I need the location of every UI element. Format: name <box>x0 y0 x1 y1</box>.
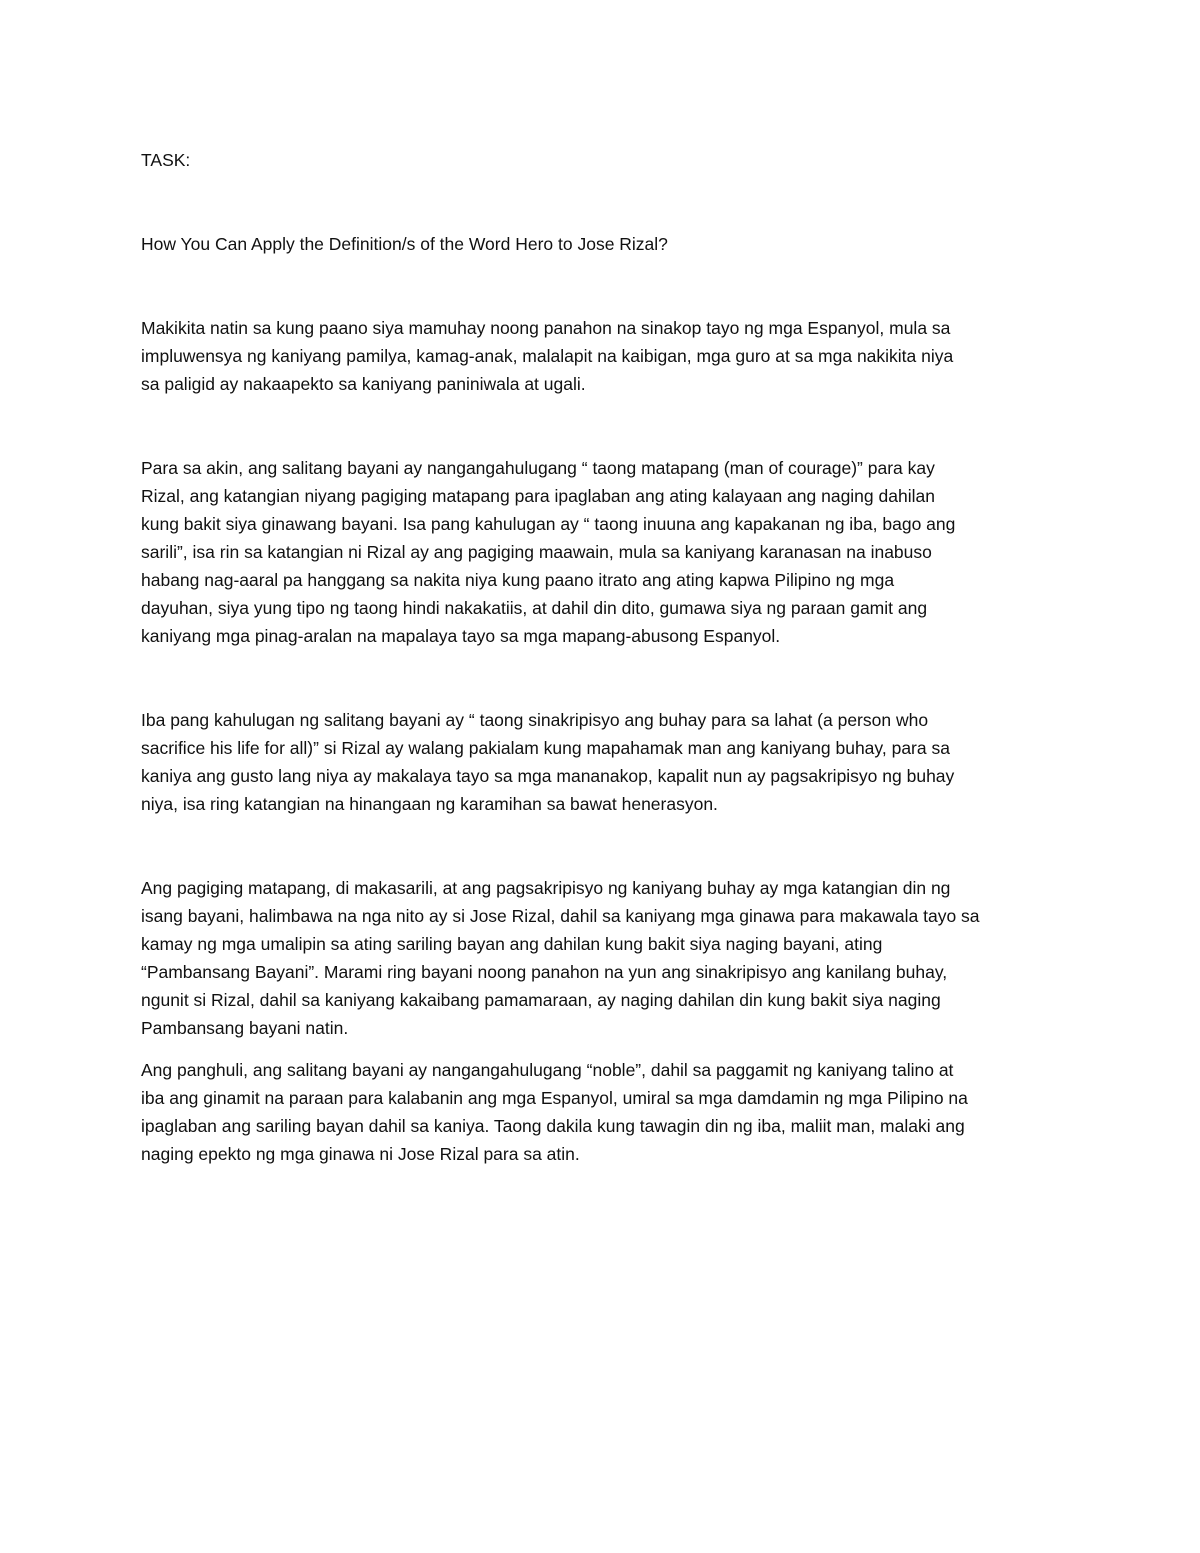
paragraph-line: iba ang ginamit na paraan para kalabanin ang mga Espanyol, umiral sa mga damdamin ng mga Pilipino na <box>141 1088 968 1108</box>
paragraph-line: kung bakit siya ginawang bayani. Isa pang kahulugan ay “ taong inuuna ang kapakanan ng iba, bago ang <box>141 514 956 534</box>
paragraph-line: ipaglaban ang sariling bayan dahil sa kaniya. Taong dakila kung tawagin din ng iba, maliit man, malaki ang <box>141 1116 965 1136</box>
paragraph-line: sacrifice his life for all)” si Rizal ay walang pakialam kung mapahamak man ang kaniyang buhay, para sa <box>141 738 950 758</box>
paragraph-line: niya, isa ring katangian na hinangaan ng karamihan sa bawat henerasyon. <box>141 794 718 814</box>
paragraph-line: Makikita natin sa kung paano siya mamuhay noong panahon na sinakop tayo ng mga Espanyol, mula sa <box>141 318 951 338</box>
paragraph-3 <box>141 706 1066 818</box>
paragraph-line: dayuhan, siya yung tipo ng taong hindi nakakatiis, at dahil din dito, gumawa siya ng paraan gamit ang <box>141 598 928 618</box>
paragraph-line: ngunit si Rizal, dahil sa kaniyang kakaibang pamamaraan, ay naging dahilan din kung bakit siya naging <box>141 990 941 1010</box>
paragraph-5 <box>141 1056 1066 1168</box>
paragraph-line: Para sa akin, ang salitang bayani ay nangangahulugang “ taong matapang (man of courage)” para kay <box>141 458 935 478</box>
paragraph-line: sarili”, isa rin sa katangian ni Rizal ay ang pagiging maawain, mula sa kaniyang karanasan na inabuso <box>141 542 932 562</box>
paragraph-line: impluwensya ng kaniyang pamilya, kamag-anak, malalapit na kaibigan, mga guro at sa mga nakikita niya <box>141 346 954 366</box>
paragraph-line: Iba pang kahulugan ng salitang bayani ay “ taong sinakripisyo ang buhay para sa lahat (a person who <box>141 710 929 730</box>
paragraph-line: naging epekto ng mga ginawa ni Jose Rizal para sa atin. <box>141 1144 580 1164</box>
paragraph-line: Ang pagiging matapang, di makasarili, at ang pagsakripisyo ng kaniyang buhay ay mga katangian din ng <box>141 878 951 898</box>
paragraph-1 <box>141 314 1066 398</box>
paragraph-line: “Pambansang Bayani”. Marami ring bayani noong panahon na yun ang sinakripisyo ang kanilang buhay, <box>141 962 948 982</box>
paragraph-line: sa paligid ay nakaapekto sa kaniyang paniniwala at ugali. <box>141 374 586 394</box>
paragraph-line: Rizal, ang katangian niyang pagiging matapang para ipaglaban ang ating kalayaan ang naging dahilan <box>141 486 935 506</box>
paragraph-line: isang bayani, halimbawa na nga nito ay si Jose Rizal, dahil sa kaniyang mga ginawa para makawala tayo sa <box>141 906 980 926</box>
paragraph-line: kaniyang mga pinag-aralan na mapalaya tayo sa mga mapang-abusong Espanyol. <box>141 626 781 646</box>
task-label: TASK: <box>141 150 191 170</box>
paragraph-line: kamay ng mga umalipin sa ating sariling bayan ang dahilan kung bakit siya naging bayani, ating <box>141 934 883 954</box>
paragraph-line: kaniya ang gusto lang niya ay makalaya tayo sa mga mananakop, kapalit nun ay pagsakripisyo ng buhay <box>141 766 955 786</box>
paragraph-line: habang nag-aaral pa hanggang sa nakita niya kung paano itrato ang ating kapwa Pilipino ng mga <box>141 570 895 590</box>
document-body <box>141 146 1066 1168</box>
paragraph-line: Ang panghuli, ang salitang bayani ay nangangahulugang “noble”, dahil sa paggamit ng kaniyang talino at <box>141 1060 954 1080</box>
paragraph-2 <box>141 454 1066 650</box>
paragraph-4 <box>141 874 1066 1042</box>
paragraph-line: Pambansang bayani natin. <box>141 1018 349 1038</box>
question-heading: How You Can Apply the Definition/s of the Word Hero to Jose Rizal? <box>141 234 668 254</box>
